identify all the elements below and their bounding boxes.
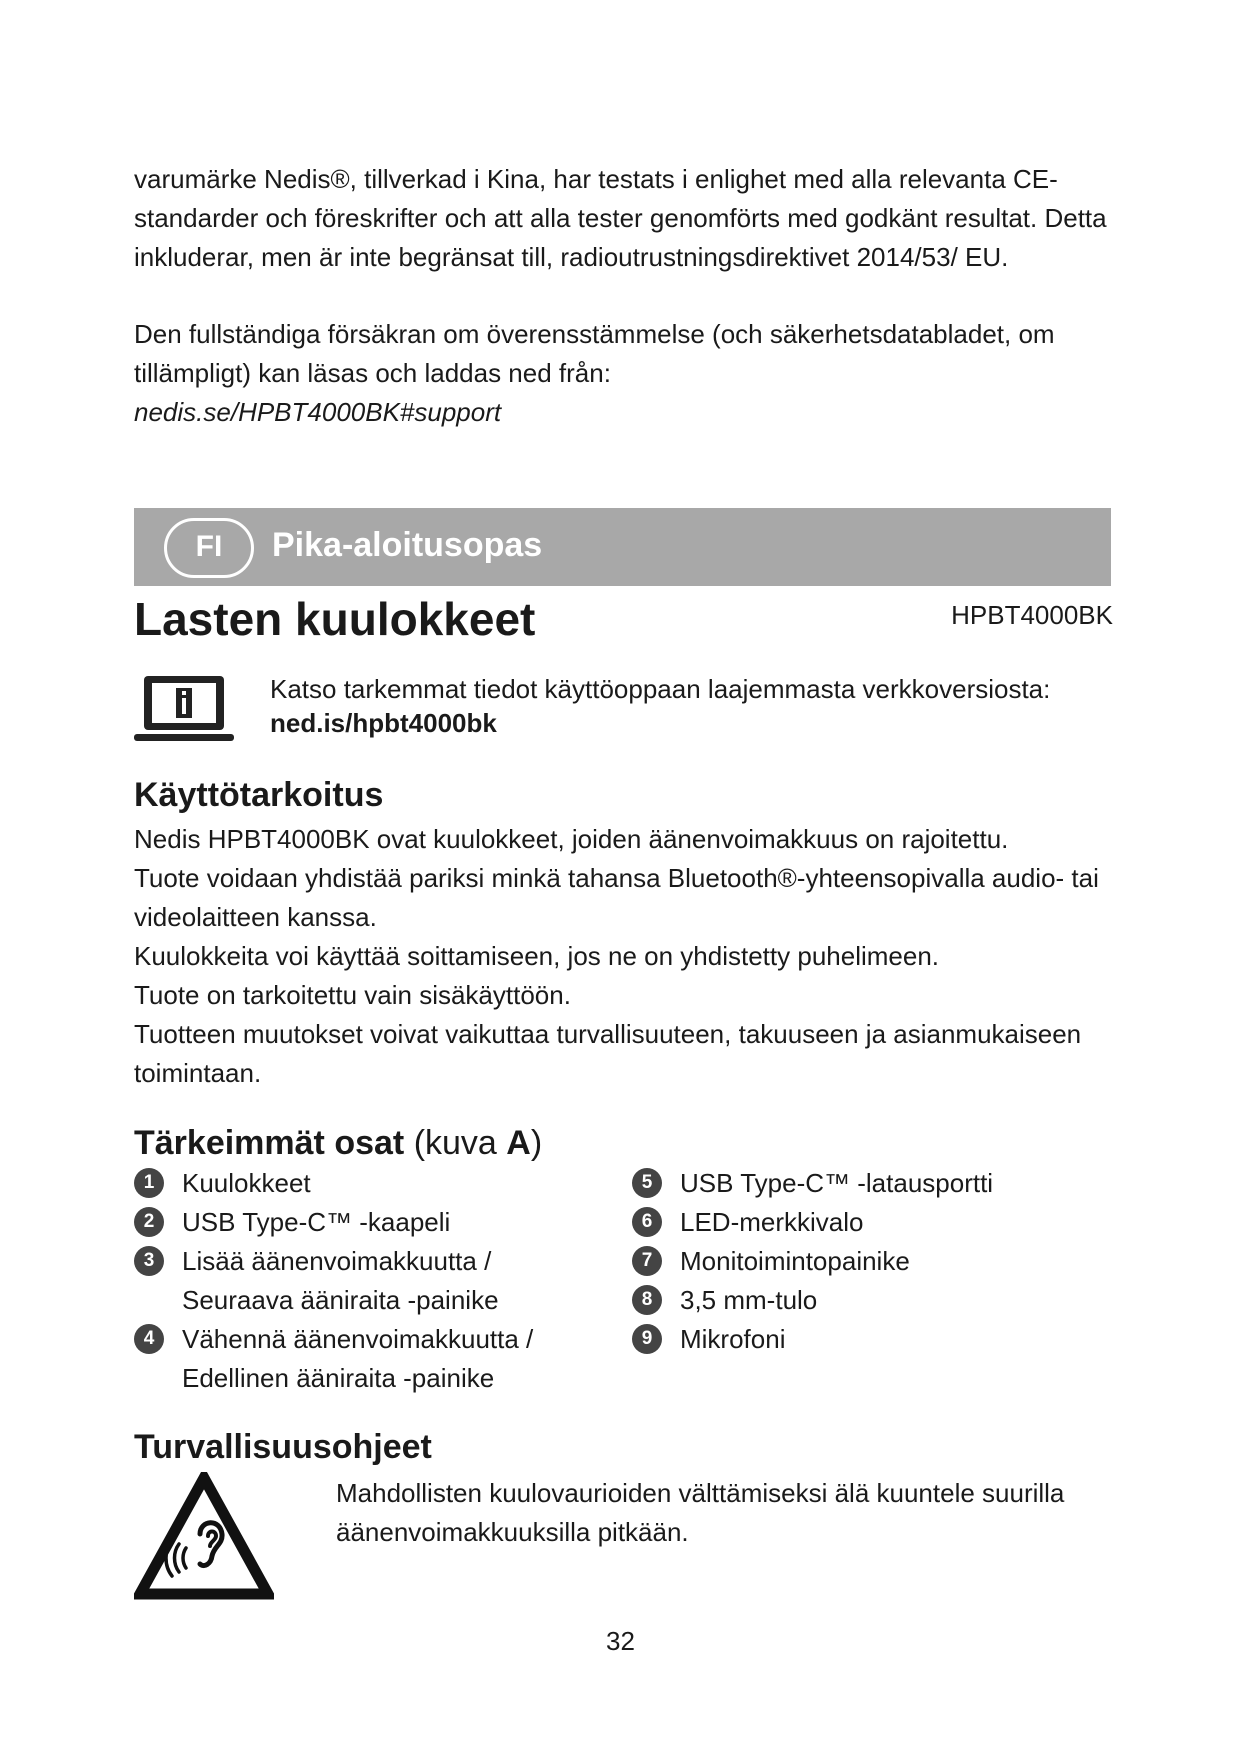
part-item (632, 1281, 1092, 1320)
part-number-badge: 5 (632, 1168, 662, 1198)
part-item (632, 1164, 1092, 1203)
part-item (134, 1164, 594, 1203)
language-badge: FI (164, 518, 254, 578)
support-link[interactable]: nedis.se/HPBT4000BK#support (134, 397, 502, 427)
intro-paragraph-2: Den fullständiga försäkran om överensstämmelse (och säkerhetsdatabladet, om tillämpligt) kan läsas och laddas ned från: (134, 319, 1055, 388)
part-item (632, 1320, 1092, 1359)
figure-ref-suffix: ) (530, 1124, 543, 1162)
parts-list-right (632, 1164, 1092, 1359)
safety-warning-text: Mahdollisten kuulovaurioiden välttämiseksi älä kuuntele suurilla äänenvoimakkuuksilla pitkään. (336, 1478, 1065, 1547)
intended-use-line: Kuulokkeita voi käyttää soittamiseen, jos ne on yhdistetty puhelimeen. (134, 941, 940, 971)
part-item (632, 1242, 1092, 1281)
part-label: USB Type-C™ -kaapeli (182, 1207, 451, 1237)
section-banner (134, 508, 1111, 586)
part-label: Mikrofoni (680, 1324, 786, 1354)
laptop-info-icon (134, 672, 234, 744)
safety-heading: Turvallisuusohjeet (134, 1428, 432, 1466)
intended-use-line: Tuote voidaan yhdistää pariksi minkä tahansa Bluetooth®-yhteensopivalla audio- tai videolaitteen kanssa. (134, 863, 1099, 932)
hearing-warning-icon (134, 1472, 274, 1600)
intro-paragraph-1: varumärke Nedis®, tillverkad i Kina, har testats i enlighet med alla relevanta CE-standarder och föreskrifter och att alla tester genomförts med godkänt resultat. Detta inkluderar, men är inte begränsat till, radioutrustningsdirektivet 2014/53/ EU. (134, 164, 1107, 272)
part-label: USB Type-C™ -latausportti (680, 1168, 994, 1198)
parts-list-left (134, 1164, 594, 1398)
online-manual-block (270, 672, 1120, 740)
online-manual-url[interactable]: ned.is/hpbt4000bk (270, 708, 497, 738)
part-label: Monitoimintopainike (680, 1246, 910, 1276)
part-label: Lisää äänenvoimakkuutta / Seuraava ääniraita -painike (182, 1246, 499, 1315)
part-number-badge: 8 (632, 1285, 662, 1315)
figure-ref-letter: A (506, 1124, 531, 1162)
part-number-badge: 7 (632, 1246, 662, 1276)
model-number: HPBT4000BK (951, 600, 1113, 630)
banner-title: Pika-aloitusopas (272, 526, 543, 564)
part-label: Vähennä äänenvoimakkuutta / Edellinen ääniraita -painike (182, 1324, 534, 1393)
intended-use-body (134, 820, 1124, 1093)
main-parts-heading (134, 1124, 542, 1163)
part-number-badge: 4 (134, 1324, 164, 1354)
intended-use-line: Tuotteen muutokset voivat vaikuttaa turvallisuuteen, takuuseen ja asianmukaiseen toimintaan. (134, 1019, 1082, 1088)
product-title: Lasten kuulokkeet (134, 593, 536, 645)
intended-use-heading: Käyttötarkoitus (134, 776, 384, 814)
intended-use-line: Tuote on tarkoitettu vain sisäkäyttöön. (134, 980, 571, 1010)
part-number-badge: 2 (134, 1207, 164, 1237)
part-number-badge: 1 (134, 1168, 164, 1198)
figure-ref-prefix: (kuva (413, 1124, 507, 1162)
online-manual-text: Katso tarkemmat tiedot käyttöoppaan laajemmasta verkkoversiosta: (270, 674, 1051, 704)
page-number: 32 (606, 1626, 635, 1656)
part-number-badge: 9 (632, 1324, 662, 1354)
intro-section (134, 160, 1124, 432)
part-number-badge: 6 (632, 1207, 662, 1237)
part-item (134, 1242, 594, 1320)
part-label: Kuulokkeet (182, 1168, 311, 1198)
part-item (632, 1203, 1092, 1242)
part-label: 3,5 mm-tulo (680, 1285, 818, 1315)
intended-use-line: Nedis HPBT4000BK ovat kuulokkeet, joiden äänenvoimakkuus on rajoitettu. (134, 824, 1009, 854)
part-number-badge: 3 (134, 1246, 164, 1276)
part-item (134, 1203, 594, 1242)
part-label: LED-merkkivalo (680, 1207, 864, 1237)
part-item (134, 1320, 594, 1398)
main-parts-title: Tärkeimmät osat (134, 1124, 405, 1162)
